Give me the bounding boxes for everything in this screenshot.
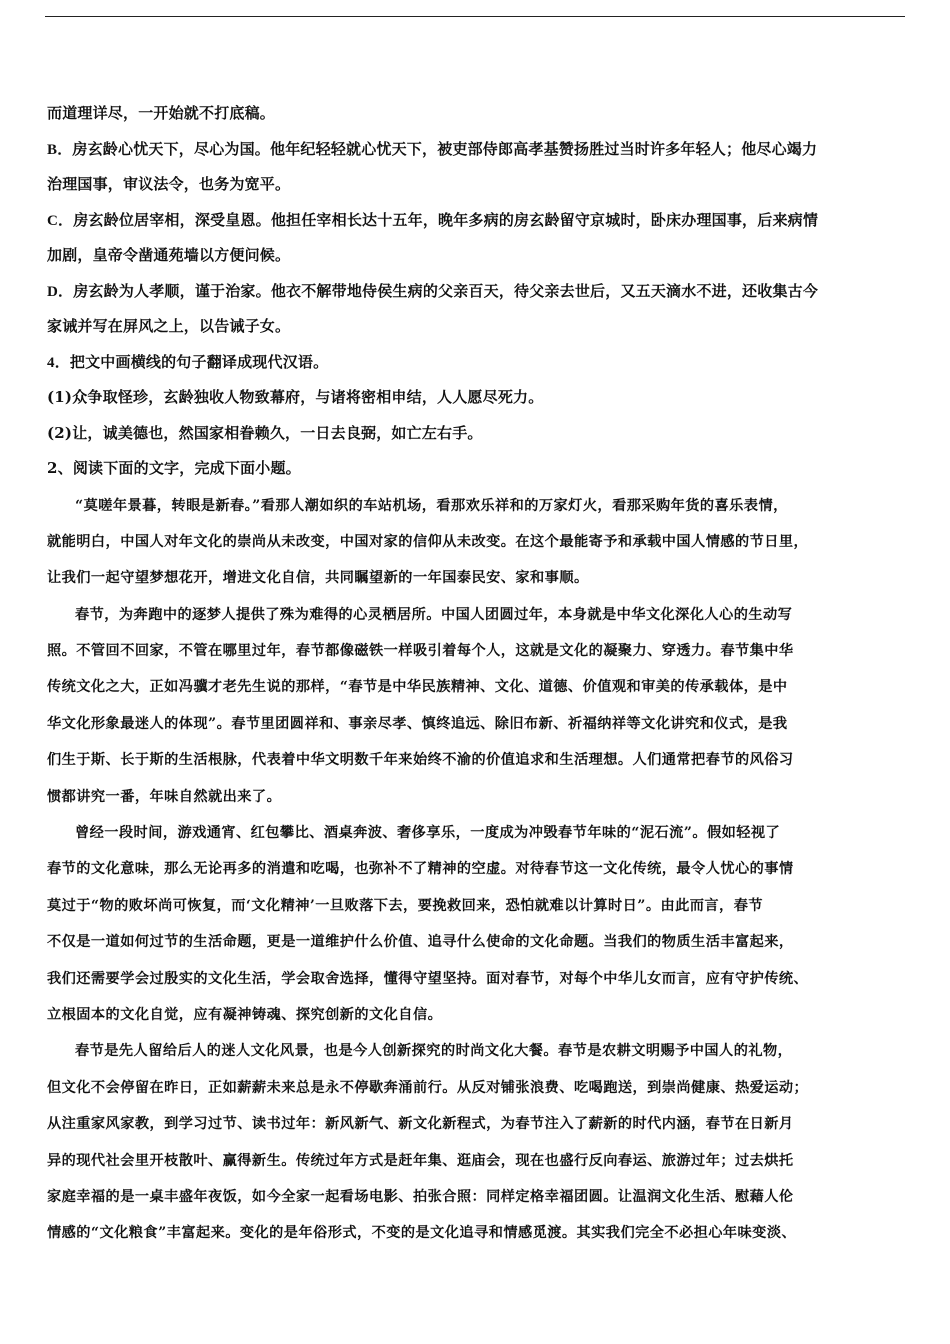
passage-paragraph-4 [47,1033,907,1251]
passage-p2-line: 照。不管回不回家，不管在哪里过年，春节都像磁铁一样吸引着每个人，这就是文化的凝聚力、穿透力。春节集中华 [47,643,794,660]
question-4-item-1: (1)众争取怪珍，玄龄独收人物致幕府，与诸将密相申结，人人愿尽死力。 [47,388,544,406]
passage-p4-line: 从注重家风家教，到学习过节、读书过年：新风新气、新文化新程式，为春节注入了薪新的时代内涵，春节在日新月 [47,1116,794,1133]
question-4-line [47,345,907,381]
option-a-tail: 而道理详尽，一开始就不打底稿。 [47,104,276,122]
passage-p4-line: 异的现代社会里开枝散叶、赢得新生。传统过年方式是赶年集、逛庙会，现在也盛行反向春运、旅游过年；过去烘托 [47,1152,794,1169]
passage-p4-line: 但文化不会停留在昨日，正如薪薪未来总是永不停歇奔涌前行。从反对铺张浪费、吃喝跑送，到崇尚健康、热爱运动； [47,1079,809,1096]
passage-p2-line: 华文化形象最迷人的体现”。春节里团圆祥和、事亲尽孝、慎终追远、除旧布新、祈福纳祥等文化讲究和仪式，是我 [47,715,788,732]
passage-p1-line: 就能明白，中国人对年文化的崇尚从未改变，中国对家的信仰从未改变。在这个最能寄予和承载中国人情感的节日里， [47,533,809,550]
option-d-label: D． [47,283,74,300]
section-2-heading: 2、阅读下面的文字，完成下面小题。 [47,459,301,477]
option-b-text-1: 房玄龄心忧天下，尽心为国。他年纪轻轻就心忧天下，被吏部侍郎高孝基赞扬胜过当时许多年轻人；他尽心竭力 [72,139,818,158]
question-4-prompt: 把文中画横线的句子翻译成现代汉语。 [69,352,329,371]
passage-p4-line: 家庭幸福的是一桌丰盛年夜饭，如今全家一起看场电影、拍张合照：同样定格幸福团圆。让温润文化生活、慰藉人伦 [47,1188,794,1205]
header-rule [45,16,905,17]
options-block [47,96,907,487]
option-c-line-1 [47,203,907,239]
passage-p2-line: 春节，为奔跑中的逐梦人提供了殊为难得的心灵栖居所。中国人团圆过年，本身就是中华文化深化人心的生动写 [75,606,793,623]
passage-p4-line: 春节是先人留给后人的迷人文化风景，也是今人创新探究的时尚文化大餐。春节是农耕文明赐予中国人的礼物， [75,1043,793,1060]
page-content [47,96,907,1252]
option-c-label: C． [47,212,74,229]
option-b-line-1 [47,132,907,168]
passage-paragraph-1 [47,488,907,597]
passage-p3-line: 我们还需要学会过殷实的文化生活，学会取舍选择，懂得守望坚持。面对春节，对每个中华儿女而言，应有守护传统、 [47,970,809,987]
option-b-label: B． [47,141,73,158]
option-c-line-2: 加剧，皇帝令凿通苑墙以方便问候。 [47,246,291,264]
option-d-line-1 [47,274,907,310]
option-c-text-1: 房玄龄位居宰相，深受皇恩。他担任宰相长达十五年，晚年多病的房玄龄留守京城时，卧床办理国事，后来病情 [73,210,819,229]
passage-paragraph-3 [47,815,907,1033]
passage-p3-line: 立根固本的文化自觉，应有凝神铸魂、探究创新的文化自信。 [47,1006,443,1023]
passage-p3-line: 不仅是一道如何过节的生活命题，更是一道维护什么价值、追寻什么使命的文化命题。当我们的物质生活丰富起来， [47,934,794,951]
passage-p2-line: 传统文化之大，正如冯骥才老先生说的那样，“春节是中华民族精神、文化、道德、价值观和审美的传承载体，是中 [47,679,788,696]
passage-p1-line: 让我们一起守望梦想花开，增进文化自信，共同瞩望新的一年国泰民安、家和事顺。 [47,570,589,587]
passage-paragraph-2 [47,597,907,815]
passage-p2-line: 们生于斯、长于斯的生活根脉，代表着中华文明数千年来始终不渝的价值追求和生活理想。人们通常把春节的风俗习 [47,752,794,769]
question-4-label: 4． [47,354,70,371]
reading-passage [47,488,907,1252]
passage-p3-line: 曾经一段时间，游戏通宵、红包攀比、酒桌奔波、奢侈享乐，一度成为冲毁春节年味的“泥石流”。假如轻视了 [75,825,781,842]
passage-p3-line: 春节的文化意味，那么无论再多的消遣和吃喝，也弥补不了精神的空虚。对待春节这一文化传统，最令人忧心的事情 [47,861,794,878]
passage-p4-line: 情感的“文化粮食”丰富起来。变化的是年俗形式，不变的是文化追寻和情感觅渡。其实我们完全不必担心年味变淡、 [47,1225,797,1242]
option-d-line-2: 家诫并写在屏风之上，以告诫子女。 [47,317,291,335]
option-b-line-2: 治理国事，审议法令，也务为宽平。 [47,175,291,193]
question-4-item-2: (2)让，诚美德也，然国家相眷赖久，一日去良弼，如亡左右手。 [47,423,483,442]
passage-p3-line: 莫过于“物的败坏尚可恢复，而‘文化精神’一旦败落下去，要挽救回来，恐怕就难以计算时日”。由此而言，春节 [47,897,763,914]
passage-p1-line: “莫嗟年景暮，转眼是新春。”看那人潮如织的车站机场，看那欢乐祥和的万家灯火，看那采购年货的喜乐表情， [75,497,788,514]
passage-p2-line: 惯都讲究一番，年味自然就出来了。 [47,788,282,805]
option-d-text-1: 房玄龄为人孝顺，谨于治家。他衣不解带地侍侯生病的父亲百天，待父亲去世后，又五天滴水不进，还收集古今 [73,281,819,300]
